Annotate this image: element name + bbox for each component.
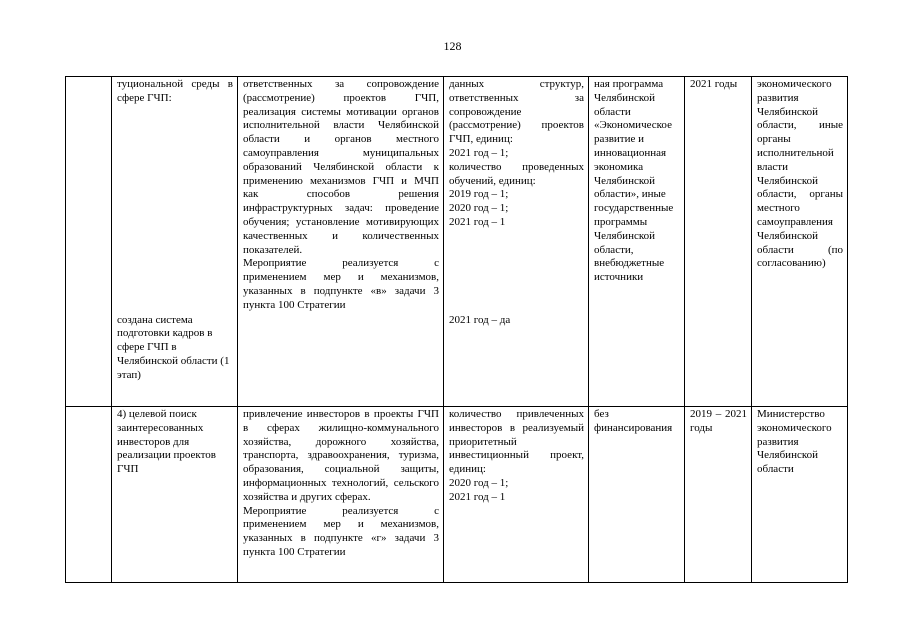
funding-source-cell [589, 407, 685, 583]
measure-name: 4) целевой поиск заинтересованных инвесторов для реализации проектов ГЧП [117, 408, 216, 476]
measure-name-cell [112, 77, 238, 407]
row-number-cell [66, 77, 112, 407]
period-cell [685, 77, 752, 407]
funding-source-cell [589, 77, 685, 407]
measure-name-cell [112, 407, 238, 583]
funding-source: без финансирования [594, 408, 673, 434]
responsible: Министерство экономического развития Челябинской области [757, 408, 832, 476]
indicator-line: данных структур, ответственных за сопровождение (рассмотрение) проектов ГЧП, единиц: [449, 78, 584, 146]
indicator-line: 2021 год – 1; [449, 146, 509, 159]
measure-content-cell [238, 77, 444, 407]
period: 2021 годы [690, 78, 738, 90]
indicator-line: количество проведенных обучений, единиц: [449, 160, 584, 187]
measure-content: ответственных за сопровождение (рассмотрение) проектов ГЧП, реализация системы мотивации органов исполнительной власти Челябинской области и органов местного самоуправления муниципальных образований Челябинской области к применению механизмов ГЧП и МЧП как способов решения инфраструктурных задач: проведение обучения; установление мотивирующих качественных и количественных показателей. [243, 78, 439, 256]
indicator-line: 2021 год – 1 [449, 215, 506, 228]
indicator-line: 2021 год – 1 [449, 490, 506, 503]
measure-name: туциональной среды в сфере ГЧП: [117, 78, 233, 104]
indicator-result: 2021 год – да [449, 313, 511, 326]
measure-content-cell [238, 407, 444, 583]
responsible-cell [752, 407, 848, 583]
indicator-line: 2020 год – 1; [449, 202, 509, 215]
indicator-line: 2020 год – 1; [449, 476, 509, 489]
measure-result: создана система подготовки кадров в сфере ГЧП в Челябинской области (1 этап) [117, 313, 230, 381]
period: 2019 – 2021 годы [690, 408, 747, 434]
indicator-line: количество привлеченных инвесторов в реализуемый приоритетный инвестиционный проект, единиц: [449, 408, 584, 476]
funding-source: ная программа Челябинской области «Экономическое развитие и инновационная экономика Челябинской области», иные государственные программы Челябинской области, внебюджетные источники [594, 78, 674, 284]
responsible: экономического развития Челябинской области, иные органы исполнительной власти Челябинской области, органы местного самоуправления Челябинской области (по согласованию) [757, 78, 843, 270]
measure-note: Мероприятие реализуется с применением мер и механизмов, указанных в подпункте «в» задачи 3 пункта 100 Стратегии [243, 257, 439, 311]
indicator-line: 2019 год – 1; [449, 188, 509, 201]
period-cell [685, 407, 752, 583]
indicator-cell [444, 407, 589, 583]
table-row [66, 407, 848, 583]
page-number: 128 [443, 39, 462, 53]
measure-content: привлечение инвесторов в проекты ГЧП в сферах жилищно-коммунального хозяйства, дорожного хозяйства, транспорта, здравоохранения, туризма, образования, социальной защиты, информационных технологий, сельского хозяйства и других сферах. [243, 408, 439, 503]
responsible-cell [752, 77, 848, 407]
measure-note: Мероприятие реализуется с применением мер и механизмов, указанных в подпункте «г» задачи 3 пункта 100 Стратегии [243, 504, 439, 558]
table-row [66, 77, 848, 407]
row-number-cell [66, 407, 112, 583]
measures-table [65, 76, 848, 583]
indicator-cell [444, 77, 589, 407]
